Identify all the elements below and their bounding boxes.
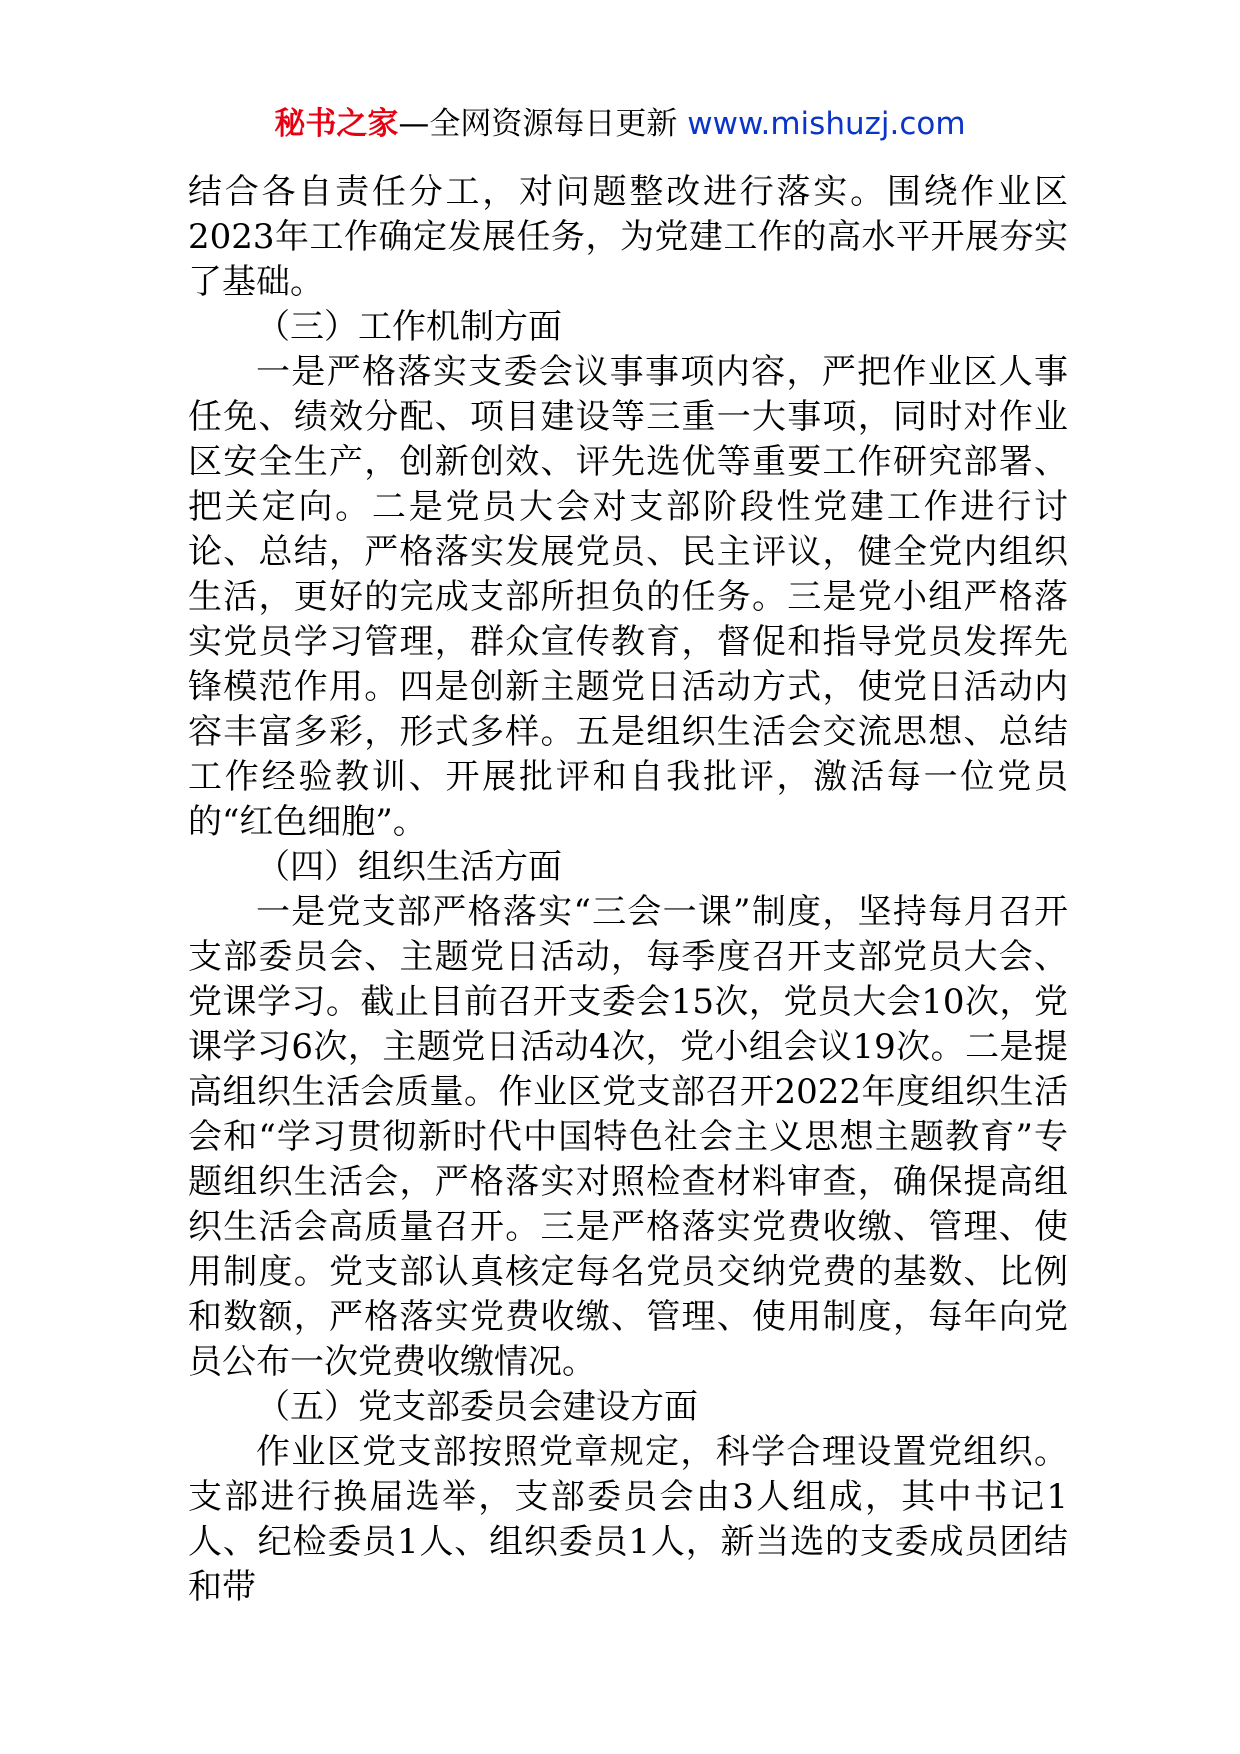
- paragraph-committee-building: 作业区党支部按照党章规定，科学合理设置党组织。支部进行换届选举，支部委员会由3人组成，其中书记1人、纪检委员1人、组织委员1人，新当选的支委成员团结和带: [188, 1432, 1068, 1607]
- paragraph-work-mechanism: 一是严格落实支委会议事事项内容，严把作业区人事任免、绩效分配、项目建设等三重一大事项，同时对作业区安全生产，创新创效、评先选优等重要工作研究部署、把关定向。二是党员大会对支部阶段性党建工作进行讨论、总结，严格落实发展党员、民主评议，健全党内组织生活，更好的完成支部所担负的任务。三是党小组严格落实党员学习管理，群众宣传教育，督促和指导党员发挥先锋模范作用。四是创新主题党日活动方式，使党日活动内容丰富多彩，形式多样。五是组织生活会交流思想、总结工作经验教训、开展批评和自我批评，激活每一位党员的“红色细胞”。: [188, 352, 1068, 842]
- site-header: [0, 104, 1240, 144]
- site-tagline: —全网资源每日更新: [398, 106, 678, 142]
- section-heading-3: （三）工作机制方面: [256, 307, 562, 347]
- section-heading-5: （五）党支部委员会建设方面: [256, 1387, 698, 1427]
- paragraph-organization-life: 一是党支部严格落实“三会一课”制度，坚持每月召开支部委员会、主题党日活动，每季度召开支部党员大会、党课学习。截止目前召开支委会15次，党员大会10次，党课学习6次，主题党日活动4次，党小组会议19次。二是提高组织生活会质量。作业区党支部召开2022年度组织生活会和“学习贯彻新时代中国特色社会主义思想主题教育”专题组织生活会，严格落实对照检查材料审查，确保提高组织生活会高质量召开。三是严格落实党费收缴、管理、使用制度。党支部认真核定每名党员交纳党费的基数、比例和数额，严格落实党费收缴、管理、使用制度，每年向党员公布一次党费收缴情况。: [188, 892, 1068, 1382]
- site-brand: 秘书之家: [274, 106, 399, 142]
- document-body: [188, 170, 1068, 1610]
- paragraph-continuation: 结合各自责任分工，对问题整改进行落实。围绕作业区2023年工作确定发展任务，为党建工作的高水平开展夯实了基础。: [188, 172, 1068, 302]
- section-heading-4: （四）组织生活方面: [256, 847, 562, 887]
- site-url-link[interactable]: www.mishuzj.com: [687, 106, 966, 142]
